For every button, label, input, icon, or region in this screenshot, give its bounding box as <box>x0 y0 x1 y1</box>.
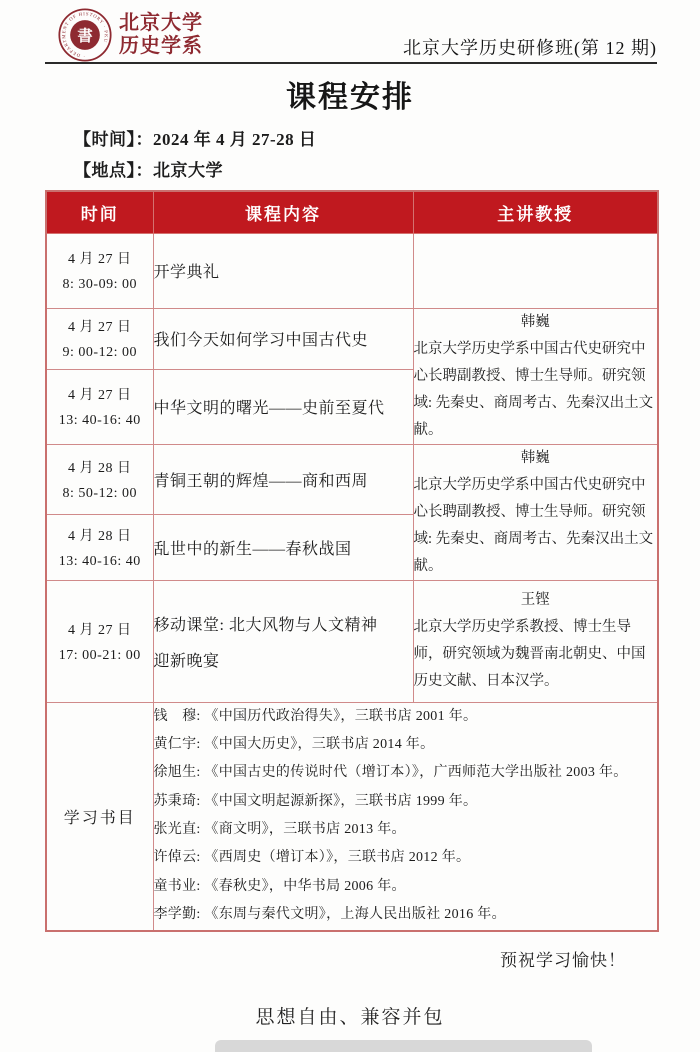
date-text: 4 月 28 日 <box>68 528 132 544</box>
table-row <box>46 444 658 514</box>
booklist-row <box>46 702 658 931</box>
book-item: 童书业: 《春秋史》，中华书局 2006 年。 <box>153 878 406 894</box>
closing-wish: 预祝学习愉快！ <box>500 951 626 970</box>
time-text: 13: 40-16: 40 <box>58 553 141 569</box>
professor-name: 王铿 <box>520 592 550 608</box>
page-title: 课程安排 <box>286 81 414 114</box>
brand-name <box>119 12 203 58</box>
professor-cell <box>413 580 658 702</box>
course-line1: 移动课堂: 北大风物与人文精神 <box>153 616 378 634</box>
professor-cell <box>413 444 658 580</box>
schedule-table <box>45 190 659 932</box>
professor-name: 韩巍 <box>520 313 550 330</box>
course-cell: 我们今天如何学习中国古代史 <box>153 308 413 369</box>
date-text: 4 月 27 日 <box>68 320 132 336</box>
course-cell <box>153 580 413 702</box>
table-row <box>46 580 658 702</box>
course-cell: 开学典礼 <box>153 233 413 308</box>
brand-name-line1: 北京大学 <box>119 12 203 34</box>
time-text: 17: 00-21: 00 <box>58 647 141 663</box>
document-header <box>45 6 657 62</box>
professor-cell-empty <box>413 233 658 308</box>
book-item: 钱 穆: 《中国历代政治得失》，三联书店 2001 年。 <box>153 708 478 724</box>
bottom-page-edge <box>215 1040 592 1052</box>
date-text: 4 月 27 日 <box>68 388 132 404</box>
book-item: 许倬云: 《西周史（增订本）》，三联书店 2012 年。 <box>153 850 471 866</box>
header-professor: 主讲教授 <box>413 191 658 233</box>
time-text: 13: 40-16: 40 <box>58 413 141 429</box>
time-text: 8: 30-09: 00 <box>62 277 137 292</box>
professor-bio: 北京大学历史学系中国古代史研究中心长聘副教授、博士生导师。研究领域: 先秦史、商周考古、先秦汉出土文献。 <box>413 476 654 574</box>
booklist-label: 学习书目 <box>46 702 153 931</box>
meta-location <box>74 155 316 186</box>
seal-center-glyph: 書 <box>77 27 93 45</box>
program-name: 北京大学历史研修班(第 12 期) <box>403 38 657 58</box>
time-cell <box>46 514 153 580</box>
time-cell <box>46 233 153 308</box>
professor-bio: 北京大学历史学系教授、博士生导师，研究领域为魏晋南北朝史、中国历史文献、日本汉学。 <box>413 619 646 689</box>
time-text: 9: 00-12: 00 <box>62 345 137 361</box>
pku-history-seal-icon <box>58 8 112 62</box>
university-motto: 思想自由、兼容并包 <box>255 1007 445 1028</box>
meta-info <box>74 124 316 186</box>
date-text: 4 月 28 日 <box>68 460 132 476</box>
brand-logo <box>58 8 203 62</box>
header-divider <box>45 62 657 64</box>
booklist-cell <box>153 702 658 931</box>
seal-ring-text: · DEPARTMENT OF HISTORY · PKU <box>62 12 108 58</box>
time-cell <box>46 580 153 702</box>
meta-location-label: 【地点】： <box>74 161 153 180</box>
meta-time-label: 【时间】： <box>74 130 153 149</box>
time-cell <box>46 369 153 444</box>
time-cell <box>46 308 153 369</box>
book-item: 李学勤: 《东周与秦代文明》，上海人民出版社 2016 年。 <box>153 907 506 923</box>
professor-name: 韩巍 <box>520 449 550 466</box>
date-text: 4 月 27 日 <box>68 252 132 267</box>
table-row <box>46 233 658 308</box>
book-item: 徐旭生: 《中国古史的传说时代（增订本）》，广西师范大学出版社 2003 年。 <box>153 765 628 781</box>
course-line2: 迎新晚宴 <box>153 652 220 670</box>
professor-bio: 北京大学历史学系中国古代史研究中心长聘副教授、博士生导师。研究领域: 先秦史、商周考古、先秦汉出土文献。 <box>413 340 654 438</box>
course-cell: 乱世中的新生——春秋战国 <box>153 514 413 580</box>
professor-cell <box>413 308 658 444</box>
course-cell: 青铜王朝的辉煌——商和西周 <box>153 444 413 514</box>
header-time: 时间 <box>46 191 153 233</box>
book-item: 苏秉琦: 《中国文明起源新探》，三联书店 1999 年。 <box>153 793 478 809</box>
header-course: 课程内容 <box>153 191 413 233</box>
time-cell <box>46 444 153 514</box>
meta-location-value: 北京大学 <box>153 161 223 180</box>
book-item: 黄仁宇: 《中国大历史》，三联书店 2014 年。 <box>153 736 435 752</box>
time-text: 8: 50-12: 00 <box>62 485 137 501</box>
table-row <box>46 308 658 369</box>
course-cell: 中华文明的曙光——史前至夏代 <box>153 369 413 444</box>
brand-name-line2: 历史学系 <box>119 35 203 57</box>
book-item: 张光直: 《商文明》，三联书店 2013 年。 <box>153 822 406 838</box>
date-text: 4 月 27 日 <box>68 622 132 638</box>
meta-time <box>74 124 316 155</box>
table-header-row <box>46 191 658 233</box>
meta-time-value: 2024 年 4 月 27-28 日 <box>153 130 317 149</box>
